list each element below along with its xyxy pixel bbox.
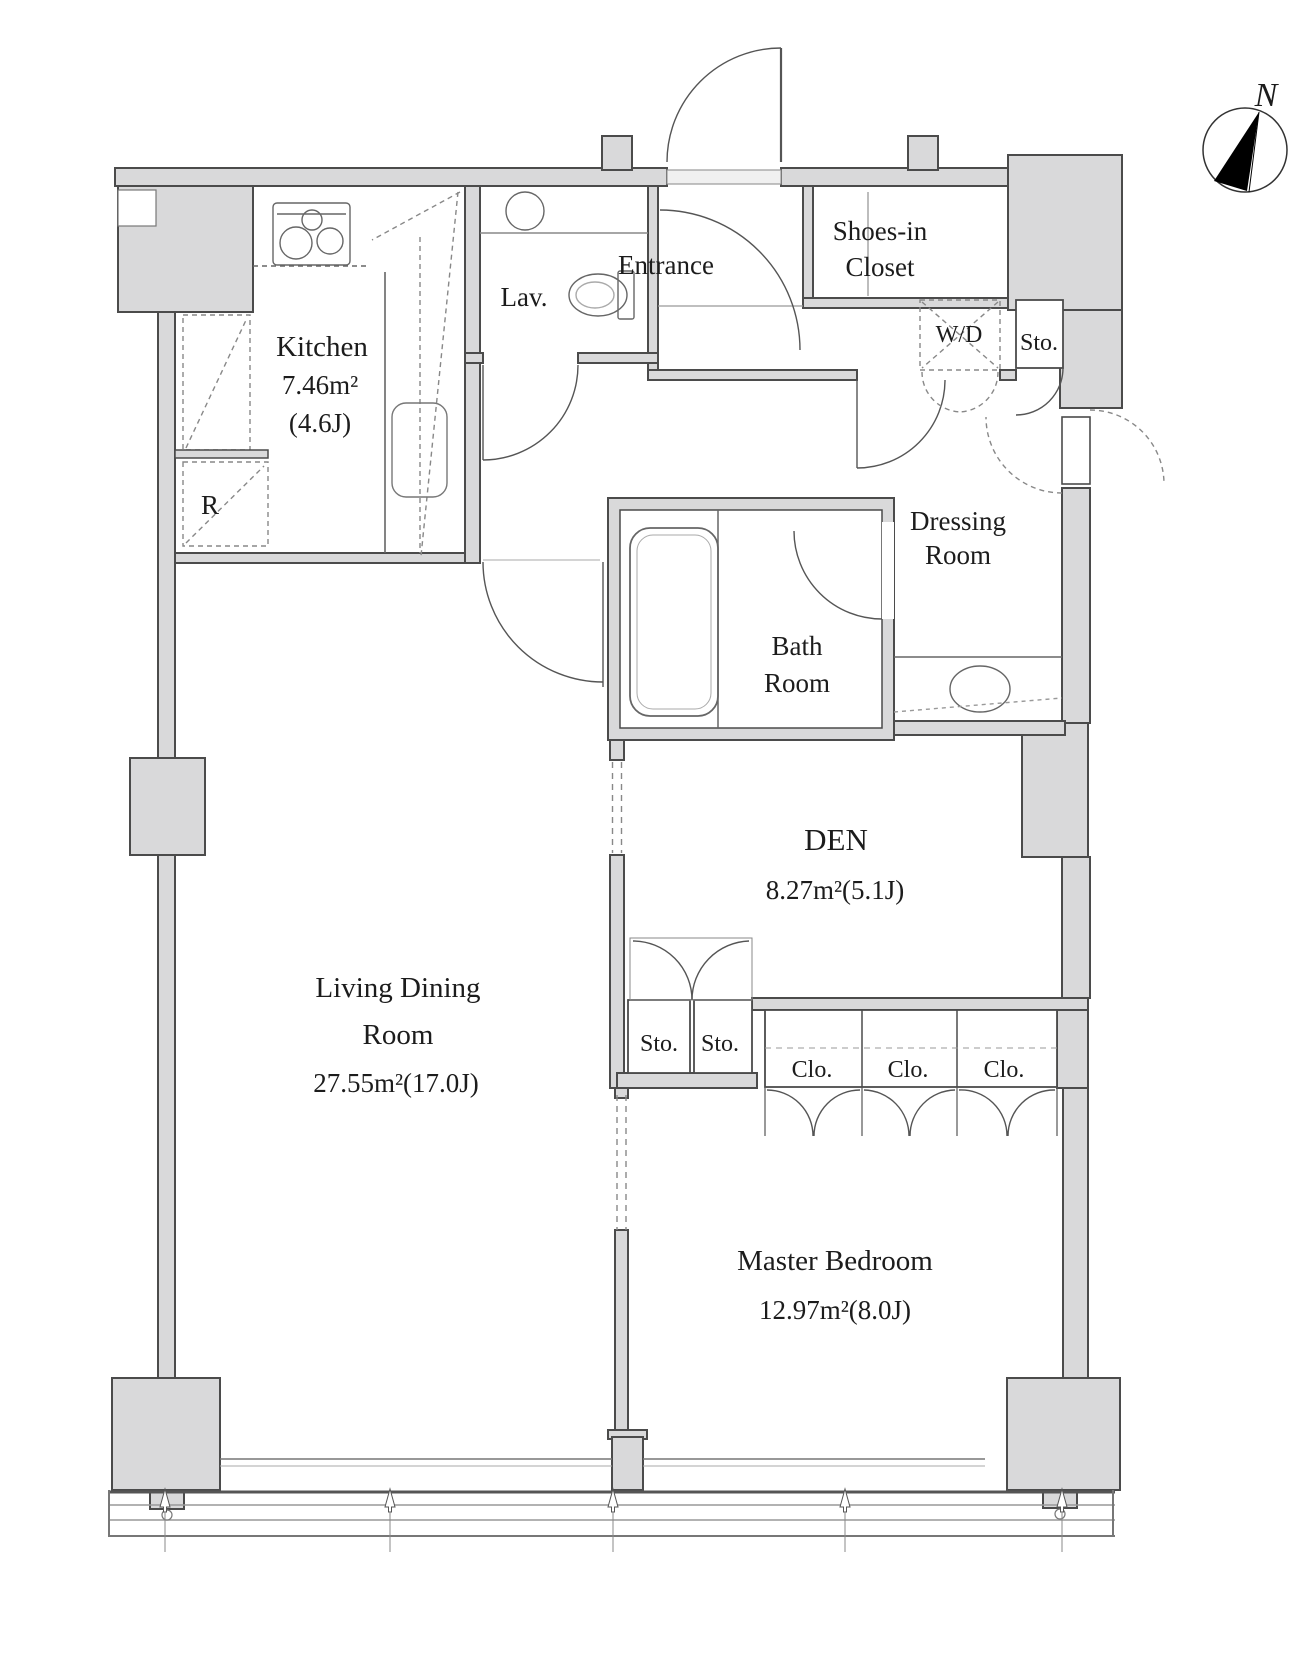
kitchen-area-m2: 7.46m²	[281, 370, 359, 400]
closet-2-label: Clo.	[887, 1057, 929, 1083]
wall-right-bedroom	[1063, 1088, 1088, 1378]
shoes-closet-label-1: Shoes-in	[832, 216, 928, 246]
bath-label-2: Room	[763, 668, 831, 698]
shoes-closet-label-2: Closet	[845, 252, 915, 282]
column-bottom-left	[112, 1378, 220, 1490]
bath-room-interior	[620, 510, 894, 728]
refrigerator-label: R	[200, 490, 220, 520]
lavatory-label: Lav.	[500, 282, 548, 312]
bath-door-opening	[882, 522, 894, 619]
compass-icon	[1203, 77, 1287, 192]
kitchen-label: Kitchen	[276, 331, 368, 363]
wall-den-bottom	[752, 998, 1088, 1010]
bath-floor	[620, 510, 882, 728]
wall-right-den-upper	[1022, 723, 1088, 857]
wall-stub-right	[908, 136, 938, 170]
closet-1-label: Clo.	[791, 1057, 833, 1083]
bedroom-label: Master Bedroom	[737, 1245, 933, 1277]
entrance-label: Entrance	[618, 250, 714, 280]
ldr-label-2: Room	[362, 1019, 434, 1051]
compass-north-label: N	[1254, 77, 1278, 114]
service-door-panel	[1062, 417, 1090, 484]
bedroom-area-label: 12.97m²(8.0J)	[758, 1295, 912, 1325]
den-area-label: 8.27m²(5.1J)	[765, 875, 905, 905]
wall-hall-bottom-b	[1000, 370, 1016, 380]
shaft-top-right	[1008, 155, 1122, 310]
compass-needle	[1214, 112, 1259, 191]
wall-top-right	[781, 168, 1008, 186]
wall-closet-left	[803, 186, 813, 308]
meter-niche	[118, 190, 156, 226]
hall-storage-label: Sto.	[1019, 330, 1059, 356]
bath-label-1: Bath	[771, 631, 823, 661]
entrance-door-arc	[667, 48, 781, 162]
kitchen-shelf	[175, 450, 268, 458]
column-left-mid	[130, 758, 205, 855]
wall-den-left-a	[610, 738, 624, 760]
wall-right-dressing	[1062, 488, 1090, 723]
kitchen-area-tatami: (4.6J)	[288, 408, 352, 438]
shaft-right-upper	[1060, 310, 1122, 408]
den-area	[622, 738, 1022, 998]
storage-right-label: Sto.	[700, 1031, 740, 1057]
wall-center	[615, 1230, 628, 1432]
dressing-label-2: Room	[924, 540, 992, 570]
wall-hall-bottom	[648, 370, 857, 380]
washer-dryer-label: W/D	[935, 322, 983, 348]
wall-right-den-lower	[1062, 857, 1090, 998]
ldr-area-label: 27.55m²(17.0J)	[313, 1068, 479, 1098]
column-bottom-right	[1007, 1378, 1120, 1490]
wall-lav-bottom-a	[465, 353, 483, 363]
wall-kitchen-lav	[465, 186, 480, 563]
storage-left-label: Sto.	[639, 1031, 679, 1057]
wall-right-closet	[1057, 998, 1088, 1088]
wall-den-left-b	[610, 855, 624, 1088]
dressing-label-1: Dressing	[910, 506, 1006, 536]
ldr-label-1: Living Dining	[315, 972, 481, 1004]
service-door-arc-out	[1090, 410, 1164, 484]
wall-center-foot	[612, 1437, 643, 1490]
entrance-threshold	[667, 170, 781, 184]
wall-kitchen-bottom	[175, 553, 478, 563]
living-dining-area	[175, 563, 608, 1458]
wall-top-left	[115, 168, 667, 186]
den-label: DEN	[804, 822, 868, 857]
wall-stub-left	[602, 136, 632, 170]
wall-dressing-bottom	[894, 721, 1065, 735]
wall-lav-bottom-b	[578, 353, 658, 363]
wall-storage-bottom	[617, 1073, 757, 1088]
closet-3-label: Clo.	[983, 1057, 1025, 1083]
